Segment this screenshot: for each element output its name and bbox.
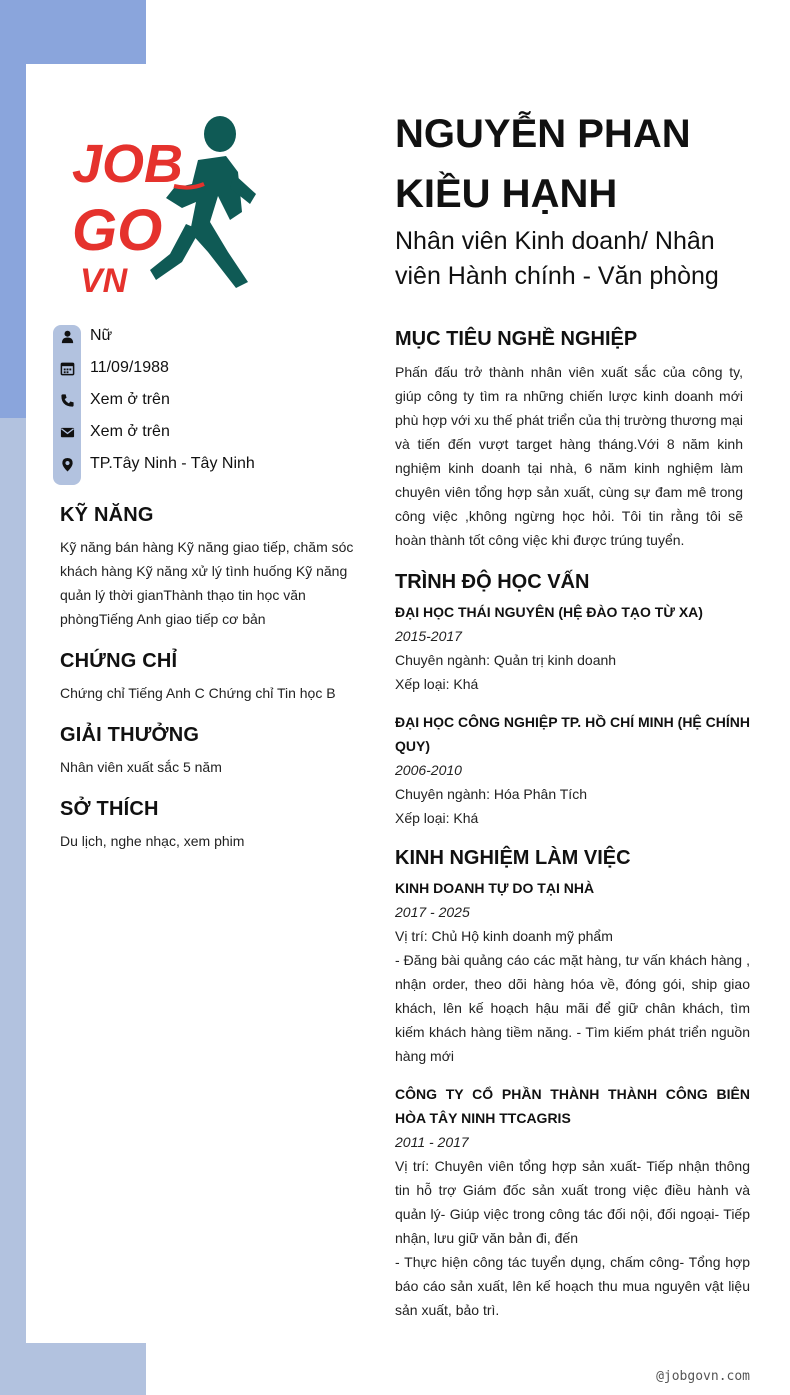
candidate-role: Nhân viên Kinh doanh/ Nhân viên Hành chính - Văn phòng xyxy=(395,227,719,290)
certificates-title: CHỨNG CHỈ xyxy=(60,650,178,672)
contact-gender-value: Nữ xyxy=(90,327,113,344)
person-icon xyxy=(53,320,81,352)
experience-item xyxy=(395,1082,750,1322)
contact-phone xyxy=(53,384,353,416)
experience-years: 2011 - 2017 xyxy=(395,1134,469,1150)
hobbies-title: SỞ THÍCH xyxy=(60,798,159,820)
contact-gender xyxy=(53,320,353,352)
education-title: TRÌNH ĐỘ HỌC VẤN xyxy=(395,571,590,593)
education-years: 2015-2017 xyxy=(395,628,462,644)
logo-text-go: GO xyxy=(72,198,163,263)
candidate-name: NGUYỄN PHAN KIỀU HẠNH xyxy=(395,112,691,216)
contact-email xyxy=(53,416,353,448)
location-icon xyxy=(53,448,81,480)
education-major: Chuyên ngành: Hóa Phân Tích xyxy=(395,786,587,802)
mail-icon xyxy=(53,416,81,448)
skills-title: KỸ NĂNG xyxy=(60,504,154,526)
education-grade: Xếp loại: Khá xyxy=(395,676,479,692)
education-major: Chuyên ngành: Quản trị kinh doanh xyxy=(395,652,617,668)
objective-title: MỤC TIÊU NGHỀ NGHIỆP xyxy=(395,328,638,350)
experience-position: Vị trí: Chuyên viên tổng hợp sản xuất- Tiếp nhận thông tin hỗ trợ Giám đốc sản xuất trong việc điều hành và quản lý- Giúp việc trong công tác đối nội, đối ngoại- Tiếp nhận, lưu giữ văn bản đi, đến xyxy=(395,1158,750,1246)
contact-address-value: TP.Tây Ninh - Tây Ninh xyxy=(90,455,255,472)
contact-phone-value: Xem ở trên xyxy=(90,391,170,408)
certificates-text: Chứng chỉ Tiếng Anh C Chứng chỉ Tin học B xyxy=(60,685,336,701)
awards-text: Nhân viên xuất sắc 5 năm xyxy=(60,759,222,775)
jobgo-logo xyxy=(70,112,260,297)
contact-address xyxy=(53,448,353,480)
education-item xyxy=(395,710,750,830)
experience-details: - Đăng bài quảng cáo các mặt hàng, tư vấn khách hàng , nhận order, theo dõi hàng hóa về, đóng gói, ship giao khách, lên kế hoạch hậu mãi để giữ chân khách, tìm kiếm khách hàng tiềm năng. - Tìm kiếm phát triển nguồn hàng mới xyxy=(395,952,750,1064)
watermark: @jobgovn.com xyxy=(656,1369,750,1384)
education-school: ĐẠI HỌC THÁI NGUYÊN (HỆ ĐÀO TẠO TỪ XA) xyxy=(395,604,703,620)
experience-years: 2017 - 2025 xyxy=(395,904,470,920)
education-list xyxy=(395,600,750,830)
experience-title: KINH NGHIỆM LÀM VIỆC xyxy=(395,847,631,869)
calendar-icon xyxy=(53,352,81,384)
logo-text-job: JOB xyxy=(72,134,184,194)
hobbies-text: Du lịch, nghe nhạc, xem phim xyxy=(60,833,245,849)
experience-list xyxy=(395,876,750,1322)
education-item xyxy=(395,600,750,696)
contact-birthdate xyxy=(53,352,353,384)
objective-text: Phấn đấu trở thành nhân viên xuất sắc của công ty, giúp công ty tìm ra những chiến lược kinh doanh mới phù hợp với xu thế phát triển của thị trường thương mại và tiến đến vượt target hàng tháng.Với 8 năm kinh nghiệm kinh doanh tại nhà, 6 năm kinh nghiệm làm chuyên viên tổng hợp sản xuất, cùng sự đam mê trong công việc ,không ngừng học hỏi. Tôi tin rằng tôi sẽ hoàn thành tốt công việc khi được trúng tuyển. xyxy=(395,364,743,548)
logo-text-vn: VN xyxy=(80,262,128,297)
education-grade: Xếp loại: Khá xyxy=(395,810,479,826)
education-years: 2006-2010 xyxy=(395,762,462,778)
experience-position: Vị trí: Chủ Hộ kinh doanh mỹ phẩm xyxy=(395,928,613,944)
contact-birthdate-value: 11/09/1988 xyxy=(90,359,169,376)
skills-text: Kỹ năng bán hàng Kỹ năng giao tiếp, chăm sóc khách hàng Kỹ năng xử lý tình huống Kỹ năng quản lý thời gianThành thạo tin học văn phòngTiếng Anh giao tiếp cơ bản xyxy=(60,539,354,627)
awards-title: GIẢI THƯỞNG xyxy=(60,724,200,746)
experience-company: KINH DOANH TỰ DO TẠI NHÀ xyxy=(395,880,595,896)
experience-details: - Thực hiện công tác tuyển dụng, chấm công- Tổng hợp báo cáo sản xuất, lên kế hoạch thu mua nguyên vật liệu sản xuất, bảo trì. xyxy=(395,1254,750,1318)
experience-item xyxy=(395,876,750,1068)
contact-email-value: Xem ở trên xyxy=(90,423,170,440)
experience-company: CÔNG TY CỔ PHẦN THÀNH THÀNH CÔNG BIÊN HÒA TÂY NINH TTCAGRIS xyxy=(395,1086,750,1126)
education-school: ĐẠI HỌC CÔNG NGHIỆP TP. HỒ CHÍ MINH (HỆ CHÍNH QUY) xyxy=(395,714,750,754)
phone-icon xyxy=(53,384,81,416)
